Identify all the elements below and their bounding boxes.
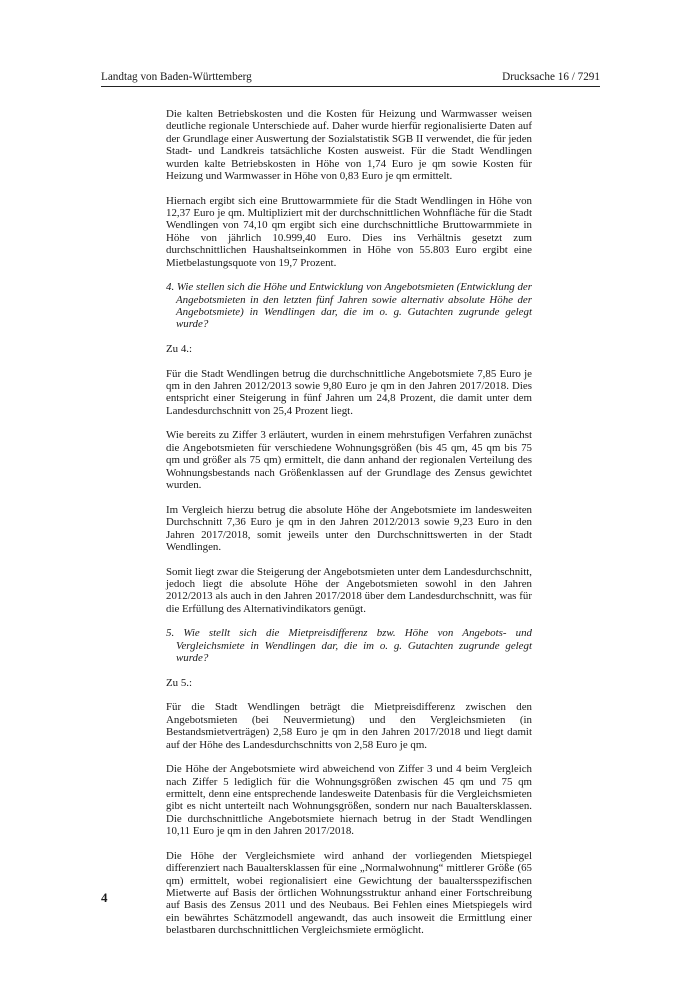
paragraph-rent-difference: Für die Stadt Wendlingen beträgt die Mietpreisdifferenz zwischen den Angebotsmieten (bei Neuvermietung) und den Vergleichsmieten (in Bestandsmietverträgen) 2,58 Euro je qm in den Jahren 2017/2018 und liegt damit auf der Höhe des Landesdurchschnitts von 2,58 Euro je qm. xyxy=(166,701,532,751)
paragraph-state-comparison: Im Vergleich hierzu betrug die absolute Höhe der Angebotsmiete im landesweiten Durchschnitt 7,36 Euro je qm in den Jahren 2012/2013 sowie 9,23 Euro in den Jahren 2017/2018, somit jeweils unter den Durchschnittswerten in der Stadt Wendlingen. xyxy=(166,503,532,553)
paragraph-offer-rent: Für die Stadt Wendlingen betrug die durchschnittliche Angebotsmiete 7,85 Euro je qm in den Jahren 2012/2013 sowie 9,80 Euro je qm in den Jahren 2017/2018. Dies entspricht einer Steigerung in fünf Jahren um 24,8 Prozent, die damit unter dem Landesdurchschnitt von 25,4 Prozent liegt. xyxy=(166,367,532,417)
running-header xyxy=(101,70,600,87)
header-document-number: Drucksache 16 / 7291 xyxy=(502,71,600,83)
question-5: 5. Wie stellt sich die Mietpreisdifferenz bzw. Höhe von Angebots- und Vergleichsmiete in Wendlingen dar, die im o. g. Gutachten zugrunde gelegt wurde? xyxy=(166,627,532,665)
paragraph-offer-rent-size: Die Höhe der Angebotsmiete wird abweichend von Ziffer 3 und 4 beim Vergleich nach Ziffer 5 lediglich für die Wohnungsgrößen zwischen 45 qm und 75 qm ermittelt, denn eine entsprechende landesweite Datenbasis für die Vergleichsmieten gibt es nicht unterteilt nach Wohnungsgrößen, sondern nur nach Baualtersklassen. Die durchschnittliche Angebotsmiete hiernach betrug in der Stadt Wendlingen 10,11 Euro je qm in den Jahren 2017/2018. xyxy=(166,763,532,838)
paragraph-rent-burden: Hiernach ergibt sich eine Bruttowarmmiete für die Stadt Wendlingen in Höhe von 12,37 Euro je qm. Multipliziert mit der durchschnittlichen Wohnfläche für die Stadt Wendlingen von 74,10 qm ergibt sich eine durchschnittliche Bruttowarmmiete in Höhe von jährlich 10.999,40 Euro. Dies ins Verhältnis gesetzt zum durchschnittlichen Haushaltseinkommen in Höhe von 55.803 Euro ergibt eine Mietbelastungsquote von 19,7 Prozent. xyxy=(166,194,532,269)
paragraph-method: Wie bereits zu Ziffer 3 erläutert, wurden in einem mehrstufigen Verfahren zunächst die Angebotsmieten für verschiedene Wohnungsgrößen (bis 45 qm, 45 qm bis 75 qm und größer als 75 qm) ermittelt, die dann anhand der regionalen Verteilung des Wohnungsbestands nach Größenklassen auf der Grundlage des Zensus gewichtet wurden. xyxy=(166,429,532,492)
paragraph-conclusion: Somit liegt zwar die Steigerung der Angebotsmieten unter dem Landesdurchschnitt, jedoch liegt die absolute Höhe der Angebotsmieten sowohl in den Jahren 2012/2013 als auch in den Jahren 2017/2018 über dem Landesdurchschnitt, was für die Erfüllung des Alternativindikators genügt. xyxy=(166,565,532,615)
header-parliament: Landtag von Baden-Württemberg xyxy=(101,71,252,83)
question-4: 4. Wie stellen sich die Höhe und Entwicklung von Angebotsmieten (Entwicklung der Angebotsmieten in den letzten fünf Jahren sowie alternativ absolute Höhe der Angebotsmiete) in Wendlingen dar, die im o. g. Gutachten zugrunde gelegt wurde? xyxy=(166,281,532,331)
paragraph-operating-costs: Die kalten Betriebskosten und die Kosten für Heizung und Warmwasser weisen deutliche regionale Unterschiede auf. Daher wurde hierfür regionalisierte Daten auf der Grundlage einer Auswertung der Sozialstatistik SGB II verwendet, die für jeden Stadt- und Landkreis tatsächliche Kosten ausweist. Für die Stadt Wendlingen wurden kalte Betriebskosten in Höhe von 1,74 Euro je qm sowie Kosten für Heizung und Warmwasser in Höhe von 0,83 Euro je qm ermittelt. xyxy=(166,108,532,183)
page-number: 4 xyxy=(101,890,108,905)
body-text xyxy=(166,108,532,949)
paragraph-comparison-rent: Die Höhe der Vergleichsmiete wird anhand der vorliegenden Mietspiegel differenziert nach Baualtersklassen für eine „Normalwohnung“ mittlerer Größe (65 qm) ermittelt, wobei regionalisiert eine Gewichtung der baualtersspezifischen Mietwerte auf Basis der örtlichen Wohnungsstruktur anhand einer Fortschreibung auf Basis des Zensus 2011 und des Neubaus. Bei Fehlen eines Mietspiegels wird ein bewährtes Schätzmodell angewandt, das auch insoweit die Ermittlung einer belastbaren durchschnittlichen Vergleichsmiete ermöglicht. xyxy=(166,849,532,937)
answer-4-heading: Zu 4.: xyxy=(166,343,193,356)
answer-5-heading: Zu 5.: xyxy=(166,676,193,689)
